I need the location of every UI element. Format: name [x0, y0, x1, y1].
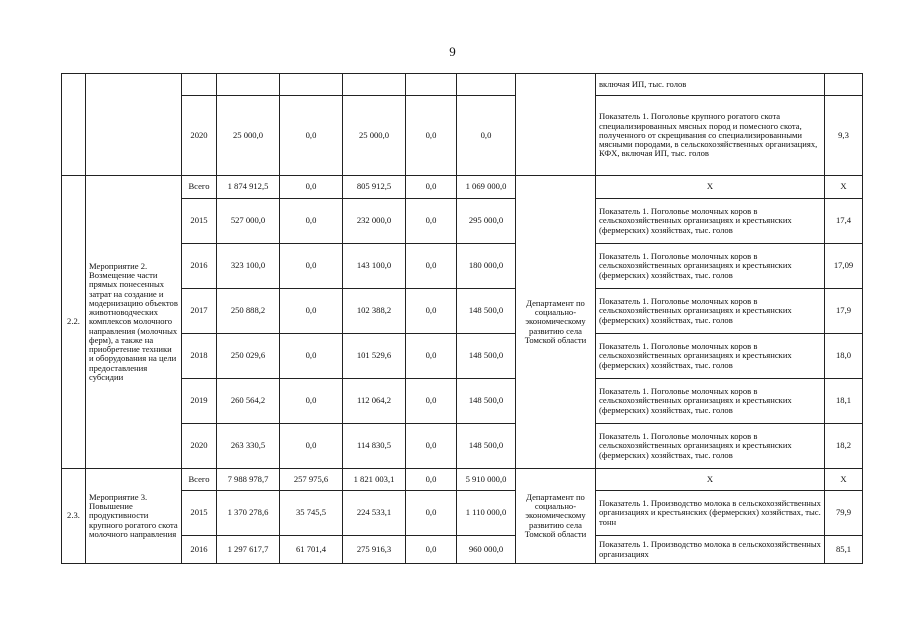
year-cell: Всего — [182, 469, 217, 491]
measure-number: 2.2. — [62, 176, 86, 469]
value-cell: 85,1 — [825, 536, 863, 564]
cont-name-cell — [86, 74, 182, 176]
indicator-cell: Показатель 1. Производство молока в сельскохозяйственных организациях и крестьянских (фермерских) хозяйствах, тыс. тонн — [596, 491, 825, 536]
cont-num-cell — [62, 74, 86, 176]
indicator-cell: Х — [596, 469, 825, 491]
year-cell: 2018 — [182, 334, 217, 379]
federal-cell: 0,0 — [280, 176, 343, 199]
indicator-cell: Показатель 1. Поголовье молочных коров в сельскохозяйственных организациях и крестьянских (фермерских) хозяйствах, тыс. голов — [596, 424, 825, 469]
regional-cell: 112 064,2 — [343, 379, 406, 424]
local-cell: 0,0 — [406, 424, 457, 469]
extra-cell: 148 500,0 — [457, 334, 516, 379]
total-cell: 1 370 278,6 — [217, 491, 280, 536]
cont-dept-cell — [516, 74, 596, 176]
federal-cell: 61 701,4 — [280, 536, 343, 564]
federal-cell: 257 975,6 — [280, 469, 343, 491]
value-cell: Х — [825, 176, 863, 199]
federal-cell: 0,0 — [280, 334, 343, 379]
local-cell: 0,0 — [406, 96, 457, 176]
measure-name: Мероприятие 2. Возмещение части прямых понесенных затрат на создание и модернизацию объектов животноводческих комплексов молочного направления (молочных ферм), а также на приобретение техники и оборудования на цели предоставления субсидии — [86, 176, 182, 469]
local-cell: 0,0 — [406, 334, 457, 379]
indicator-cell: Показатель 1. Поголовье молочных коров в сельскохозяйственных организациях и крестьянских (фермерских) хозяйствах, тыс. голов — [596, 244, 825, 289]
regional-cell: 224 533,1 — [343, 491, 406, 536]
year-cell: 2015 — [182, 491, 217, 536]
table-row — [62, 334, 863, 379]
year-cell: Всего — [182, 176, 217, 199]
table-row — [62, 289, 863, 334]
table-row — [62, 244, 863, 289]
value-cell: 18,0 — [825, 334, 863, 379]
indicator-cell: Показатель 1. Поголовье молочных коров в сельскохозяйственных организациях и крестьянских (фермерских) хозяйствах, тыс. голов — [596, 199, 825, 244]
table-row — [62, 491, 863, 536]
regional-cell: 25 000,0 — [343, 96, 406, 176]
extra-cell: 1 069 000,0 — [457, 176, 516, 199]
indicator-cell: Показатель 1. Поголовье крупного рогатого скота специализированных мясных пород и помесного скота, полученного от скрещивания со специализированными мясными породами, в сельскохозяйственных организациях, КФХ, включая ИП, тыс. голов — [596, 96, 825, 176]
local-cell: 0,0 — [406, 244, 457, 289]
local-cell: 0,0 — [406, 469, 457, 491]
table-row — [62, 199, 863, 244]
year-cell: 2016 — [182, 244, 217, 289]
regional-cell: 1 821 003,1 — [343, 469, 406, 491]
total-cell: 527 000,0 — [217, 199, 280, 244]
year-cell: 2019 — [182, 379, 217, 424]
local-cell: 0,0 — [406, 491, 457, 536]
federal-cell: 0,0 — [280, 289, 343, 334]
federal-cell: 0,0 — [280, 424, 343, 469]
federal-cell: 0,0 — [280, 199, 343, 244]
extra-cell: 960 000,0 — [457, 536, 516, 564]
page-number: 9 — [449, 44, 456, 59]
value-cell: 18,2 — [825, 424, 863, 469]
federal-cell: 0,0 — [280, 96, 343, 176]
table-row — [62, 424, 863, 469]
local-cell: 0,0 — [406, 176, 457, 199]
regional-cell: 805 912,5 — [343, 176, 406, 199]
total-cell: 323 100,0 — [217, 244, 280, 289]
table-row — [62, 96, 863, 176]
regional-cell: 101 529,6 — [343, 334, 406, 379]
extra-cell: 180 000,0 — [457, 244, 516, 289]
year-cell: 2020 — [182, 96, 217, 176]
measure-number: 2.3. — [62, 469, 86, 564]
measure-name: Мероприятие 3. Повышение продуктивности крупного рогатого скота молочного направления — [86, 469, 182, 564]
extra-cell: 0,0 — [457, 96, 516, 176]
year-cell: 2017 — [182, 289, 217, 334]
extra-cell: 148 500,0 — [457, 379, 516, 424]
value-cell: 79,9 — [825, 491, 863, 536]
table-row — [62, 176, 863, 199]
value-cell: Х — [825, 469, 863, 491]
indicator-cell: Показатель 1. Поголовье молочных коров в сельскохозяйственных организациях и крестьянских (фермерских) хозяйствах, тыс. голов — [596, 289, 825, 334]
total-cell: 25 000,0 — [217, 96, 280, 176]
year-cell: 2016 — [182, 536, 217, 564]
regional-cell: 275 916,3 — [343, 536, 406, 564]
year-cell: 2015 — [182, 199, 217, 244]
federal-cell: 0,0 — [280, 379, 343, 424]
total-cell: 250 888,2 — [217, 289, 280, 334]
extra-cell: 148 500,0 — [457, 289, 516, 334]
indicator-cell: Х — [596, 176, 825, 199]
regional-cell: 102 388,2 — [343, 289, 406, 334]
total-cell: 260 564,2 — [217, 379, 280, 424]
table-row — [62, 469, 863, 491]
extra-cell: 5 910 000,0 — [457, 469, 516, 491]
indicator-cell: Показатель 1. Поголовье молочных коров в сельскохозяйственных организациях и крестьянских (фермерских) хозяйствах, тыс. голов — [596, 334, 825, 379]
total-cell: 7 988 978,7 — [217, 469, 280, 491]
local-cell: 0,0 — [406, 536, 457, 564]
federal-cell: 0,0 — [280, 244, 343, 289]
total-cell: 1 874 912,5 — [217, 176, 280, 199]
table-row — [62, 379, 863, 424]
value-cell: 17,9 — [825, 289, 863, 334]
indicator-cell: включая ИП, тыс. голов — [596, 74, 825, 96]
value-cell: 18,1 — [825, 379, 863, 424]
regional-cell: 114 830,5 — [343, 424, 406, 469]
year-cell: 2020 — [182, 424, 217, 469]
department-cell: Департамент по социально-экономическому развитию села Томской области — [516, 176, 596, 469]
total-cell: 250 029,6 — [217, 334, 280, 379]
table-row — [62, 74, 863, 96]
local-cell: 0,0 — [406, 199, 457, 244]
regional-cell: 232 000,0 — [343, 199, 406, 244]
local-cell: 0,0 — [406, 289, 457, 334]
indicator-cell: Показатель 1. Производство молока в сельскохозяйственных организациях — [596, 536, 825, 564]
department-cell: Департамент по социально-экономическому развитию села Томской области — [516, 469, 596, 564]
total-cell: 1 297 617,7 — [217, 536, 280, 564]
local-cell: 0,0 — [406, 379, 457, 424]
total-cell: 263 330,5 — [217, 424, 280, 469]
value-cell: 17,4 — [825, 199, 863, 244]
value-cell: 17,09 — [825, 244, 863, 289]
budget-table — [61, 73, 863, 564]
value-cell: 9,3 — [825, 96, 863, 176]
regional-cell: 143 100,0 — [343, 244, 406, 289]
extra-cell: 1 110 000,0 — [457, 491, 516, 536]
indicator-cell: Показатель 1. Поголовье молочных коров в сельскохозяйственных организациях и крестьянских (фермерских) хозяйствах, тыс. голов — [596, 379, 825, 424]
federal-cell: 35 745,5 — [280, 491, 343, 536]
table-row — [62, 536, 863, 564]
extra-cell: 295 000,0 — [457, 199, 516, 244]
extra-cell: 148 500,0 — [457, 424, 516, 469]
